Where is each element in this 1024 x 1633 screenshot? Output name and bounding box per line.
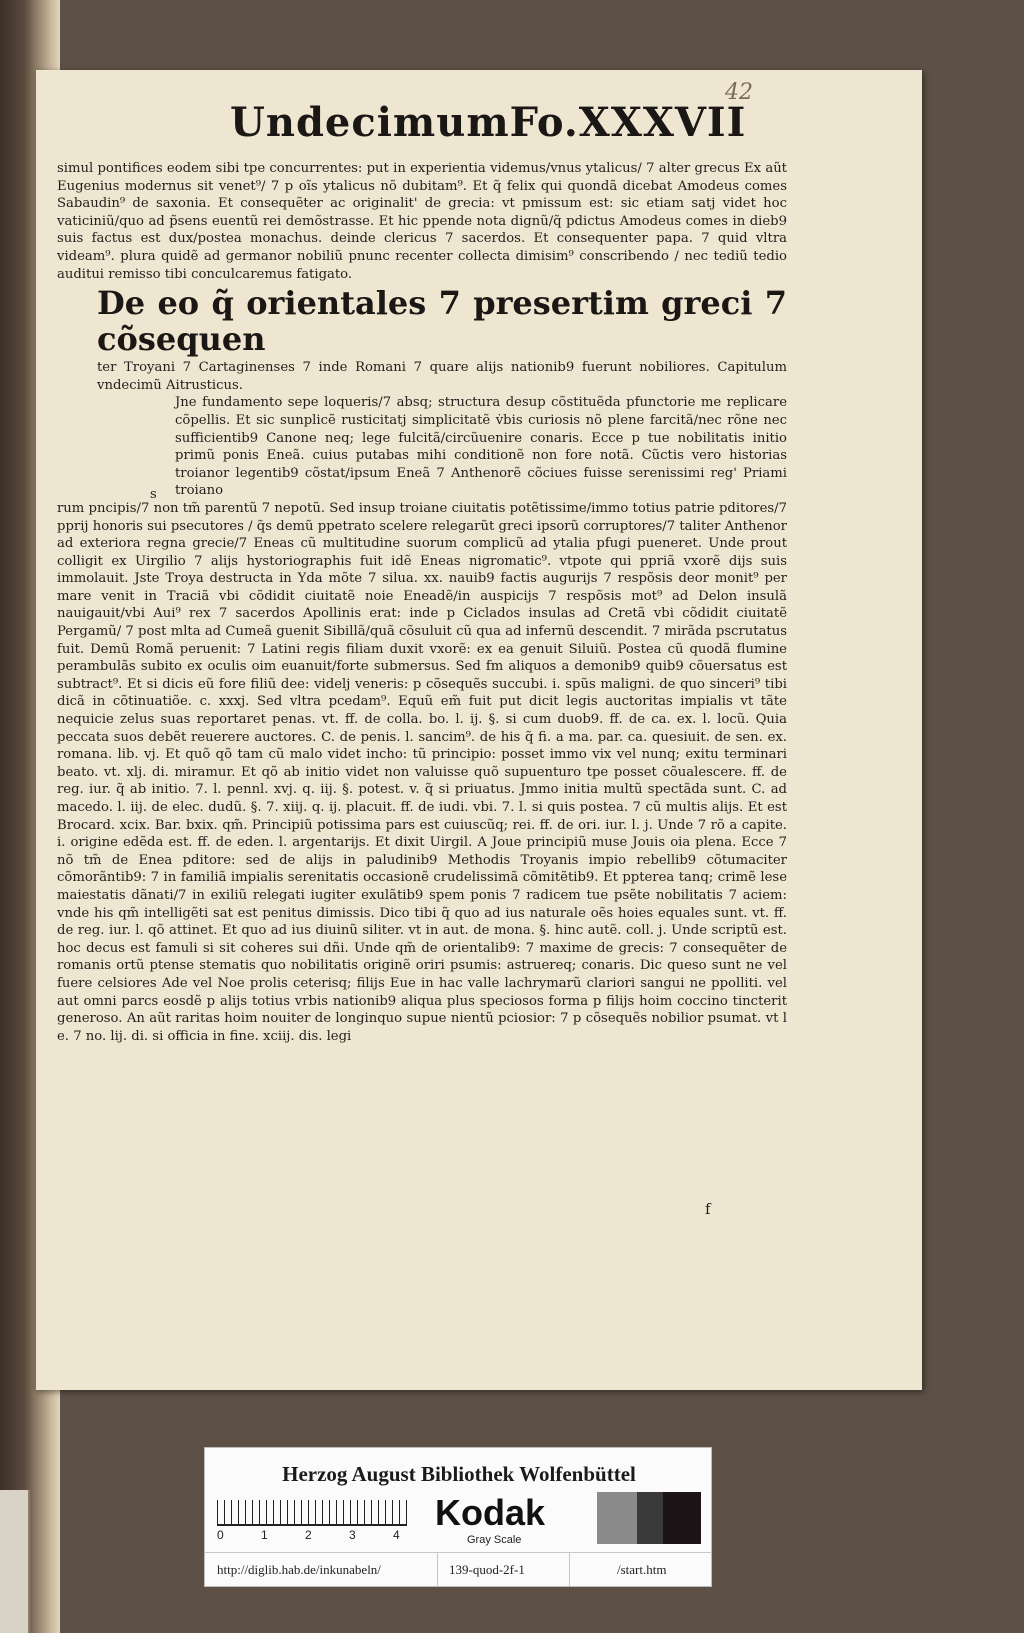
- kodak-logo: Kodak: [435, 1492, 546, 1533]
- footer-divider: [569, 1552, 570, 1586]
- ruler-number: 3: [349, 1528, 356, 1542]
- gray-scale-label: Gray Scale: [467, 1534, 522, 1546]
- ruler-numbers: [217, 1528, 407, 1542]
- url-base: http://diglib.hab.de/inkunabeln/: [217, 1562, 381, 1577]
- url-footer: [205, 1552, 711, 1587]
- ruler-number: 2: [305, 1528, 312, 1542]
- opening-paragraph: simul pontifices eodem sibi tpe concurrentes: put in experientia videmus/vnus ytalicus/ 7 alter grecus Ex aũt Eugenius modernus sit venet⁹/ 7 p oĩs ytalicus nõ dubitam⁹. Et q̃ felix qui quondã dicebat Amodeus comes Sabaudin⁹ de saxonia. Et consequẽter ac originalit' de grecia: vt pmissum est: sic etiam satj videt hoc vaticiniũ/quo ad p̃sens euentũ rei demõstrasse. Et hic ppende nota dignũ/q̃ pdictus Amodeus comes in dieb9 suis factus est dux/postea monachus. deinde clericus 7 sacerdos. Et consequenter papa. 7 quid vltra videam⁹. plura quidẽ ad germanor nobiliũ pnunc recenter collecta dimisim⁹ conscribendo / nec tediũ tedio auditui remisso tibi conculcaremus fatigato.: [57, 161, 787, 282]
- signature-mark: f: [705, 1200, 711, 1218]
- body-paragraph: rum pncipis/7 non tm̃ parentũ 7 nepotũ. Sed insup troiane ciuitatis potẽtissime/immo totius patrie pditores/7 pprij honoris sui psecutores / q̃s demũ ppetrato scelere relegarũt greci ipsorũ corruptores/7 taliter Anthenor ad exteriora regna grecie/7 Eneas cũ multitudine suorum complicũ ad ytalia pfugi pueneret. Unde prout colligit ex Uirgilio 7 alijs hystoriographis fuit idẽ Eneas nigromatic⁹. vtpote qui ppriã vxorẽ dijs suis immolauit. Jste Troya destructa in Yda mõte 7 silua. xx. nauib9 factis augurijs 7 respõsis deor monit⁹ per mare venit in Traciã vbi cõdidit ciuitatẽ noie Eneadẽ/in auspicijs 7 respõsis mot⁹ ad Delon insulã nauigauit/vbi Aui⁹ rex 7 sacerdos Apollinis erat: inde p Ciclados insulas ad Cretã vbi cõdidit ciuitatẽ Pergamũ/ 7 post mlta ad Cumeã guenit Sibillã/quã cõsuluit cũ qua ad infernũ descendit. 7 mirãda pscrutatus fuit. Demũ Romã peruenit: 7 Latini regis filiam duxit vxorẽ: ex ea genuit Siluiũ. Postea cũ quodã flumine perambulãs subito ex oculis oim euanuit/forte submersus. Sed fm aliquos a demonib9 quib9 cõuersatus est subtract⁹. Et si dicis eũ fore filiũ dee: videlj veneris: p cõsequẽs succubi. i. spũs maligni. de quo sinceri⁹ tibi dicã in cõtinuatiõe. c. xxxj. Sed vltra pcedam⁹. Equũ em̃ fuit put dicit legis auctoritas impialis vt tãte nequicie zelus suas reportaret penas. vt. ff. de colla. bo. l. ij. §. si cum duob9. ff. de ca. ex. l. locũ. Quia peccata suos debẽt reuerere auctores. C. de penis. l. sancim⁹. de his q̃ fi. a ma. par. ca. quesiuit. de sen. ex. romana. lib. vj. Et quõ qõ tam cũ malo videt incho: tũ principio: posset immo vix vel nunq; exitu terminari beato. vt. xlj. di. miramur. Et qõ ab initio videt non valuisse quõ supuenturo tpe posset cõualescere. ff. de reg. iur. q̃ ab initio. 7. l. pennl. xvj. q. iij. §. potest. v. q̃ si priuatus. Jmmo initia multũ spectãda sunt. C. ad macedo. l. iij. de elec. dudũ. §. 7. xiij. q. ij. placuit. ff. de iudi. vbi. 7. l. si quis postea. 7 cũ multis alijs. Et est Brocard. xcix. Bar. bxix. qm̃. Principiũ potissima pars est cuiuscũq; rei. ff. de ori. iur. l. j. Unde 7 rõ a capite. i. origine edẽda est. ff. de eden. l. argentarijs. Et dixit Uirgil. A Joue principiũ muse Jouis oia plena. Ecce 7 nõ tm̃ de Enea pditore: sed de alijs in paludinib9 Methodis Troyanis impio rebellib9 cõtumaciter cõmorãntib9: 7 in familiã impialis serenitatis occasionẽ crudelissimã cõmitẽtib9. Et ppterea tanq; crimẽ lese maiestatis dãnati/7 in exiliũ relegati iugiter exulãtib9 spem ponis 7 radicem tue psẽte nobilitatis 7 aciem: vnde his qm̃ intelligẽti sat est penitus dimissis. Dico tibi q̃ quo ad ius naturale oẽs hoies equales sunt. vt. ff. de reg. iur. l. qõ attinet. Et quo ad ius diuinũ siliter. vt in aut. de mona. §. hinc autẽ. coll. j. Unde scriptũ est. hoc decus est famuli si sit coheres sui dñi. Unde qm̃ de orientalib9: 7 maxime de grecis: 7 consequẽter de romanis ortũ ptense stematis quo nobilitatis originẽ oriri psumis: astruereq; conaris. Dic queso sunt ne vel fuere celsiores Ade vel Noe prolis ceterisq; filijs Eue in hac valle lachrymarũ clariori sangui ne ppolliti. vel aut omni parcs eosdẽ p alijs totius vrbis nationib9 aliqua plus speciosos forma p filijs hoim coccino tincterit generoso. An aũt raritas hoim nouiter de longinquo supue nientũ pciosior: 7 p cõsequẽs nobilior psumat. vt l e. 7 no. lij. di. si officia in fine. xciij. dis. legi: [57, 500, 787, 1044]
- main-text-block: [57, 160, 787, 1045]
- margin-letter: s: [150, 487, 157, 502]
- chapter-subheading: ter Troyani 7 Cartaginenses 7 inde Romani 7 quare alijs nationib9 fuerunt nobiliores. Capitulum vndecimũ Aitrusticus.: [97, 360, 787, 393]
- scale-ruler: [217, 1500, 407, 1526]
- color-calibration-target: [204, 1447, 712, 1587]
- chapter-heading: De eo q̃ orientales 7 presertim greci 7 cõsequen: [97, 284, 787, 359]
- url-suffix: /start.htm: [617, 1562, 667, 1577]
- running-head: [230, 96, 747, 146]
- gray-swatch-light: [597, 1492, 637, 1544]
- ruler-number: 4: [393, 1528, 400, 1542]
- book-spine-label: [0, 1490, 30, 1633]
- ruler-number: 0: [217, 1528, 224, 1542]
- footer-divider: [437, 1552, 438, 1586]
- ruler-number: 1: [261, 1528, 268, 1542]
- url-id: 139-quod-2f-1: [449, 1562, 525, 1577]
- running-head-folio: Fo.XXXVII: [509, 99, 747, 146]
- pencil-folio-number: 42: [725, 80, 753, 105]
- running-head-left: Undecimum: [230, 99, 510, 146]
- body-paragraph-indented: Jne fundamento sepe loqueris/7 absq; structura desup cõstituẽda pfunctorie me replicare cõpellis. Et sic sunplicẽ rusticitatj simplicitatẽ v̇bis curiosis nõ plene farcitã/nec rõne nec sufficientib9 Canone neq; lege fulcitã/circũuenire conaris. Ecce p tue nobilitatis initio primũ ponis Eneã. cuius putabas mihi conditionẽ non fore notã. Cũctis vero historias troianor legentib9 cõstat/ipsum Eneã 7 Anthenorẽ cõciues fuisse serenissimi reg' Priami troiano: [175, 395, 787, 499]
- library-name: Herzog August Bibliothek Wolfenbüttel: [282, 1462, 636, 1486]
- gray-swatch-black: [663, 1492, 701, 1544]
